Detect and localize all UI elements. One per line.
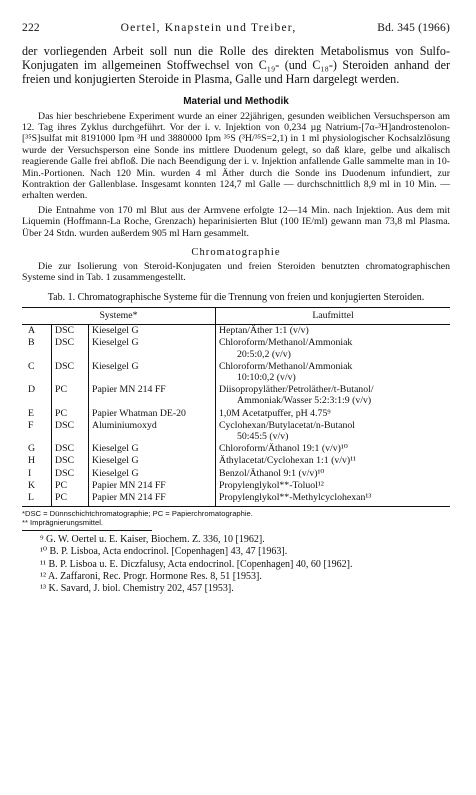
table-row — [22, 419, 450, 442]
solvent-line: 20:5:0,2 (v/v) — [237, 348, 291, 360]
methods-paragraph-2: Die Entnahme von 170 ml Blut aus der Armvene erfolgte 12—14 Min. nach Injektion. Aus dem mit Liquemin (Hoffmann-La Roche, Grenzach) heparinisierten Blut (100 IE/ml) gewann man 73,8 ml Plasma. Über 24 Stdn. wurden außerdem 905 ml Harn gesammelt. — [22, 204, 450, 239]
table-row — [22, 443, 450, 455]
table-footnote: *DSC = Dünnschichtchromatographie; PC = Papierchromatographie. — [22, 509, 253, 519]
method-cell: PC — [52, 479, 89, 491]
material-cell: Kieselgel G — [89, 337, 216, 360]
chromatography-table — [22, 307, 450, 507]
table-row — [22, 360, 450, 383]
chromatography-paragraph: Die zur Isolierung von Steroid-Konjugaten und freien Steroiden benutzten chromatographischen Systeme sind in Tab. 1 zusammengestellt. — [22, 261, 450, 284]
method-cell: PC — [52, 407, 89, 419]
solvent-cell — [216, 443, 451, 455]
solvent-line: Propylenglykol**-Methylcyclohexan¹³ — [219, 492, 372, 504]
header-laufmittel: Laufmittel — [216, 308, 451, 324]
solvent-cell — [216, 419, 451, 442]
volume-info: Bd. 345 (1966) — [377, 22, 450, 34]
table-footnote: ** Imprägnierungsmittel. — [22, 518, 104, 528]
system-id-cell: A — [22, 324, 52, 337]
footnote-divider — [22, 530, 152, 531]
solvent-cell — [216, 492, 451, 507]
reference-item: ¹⁰ B. P. Lisboa, Acta endocrinol. [Copenhagen] 43, 47 [1963]. — [40, 546, 288, 558]
method-cell: DSC — [52, 419, 89, 442]
table-row — [22, 407, 450, 419]
table-row — [22, 384, 450, 407]
system-id-cell: I — [22, 467, 52, 479]
reference-item: ¹¹ B. P. Lisboa u. E. Diczfalusy, Acta endocrinol. [Copenhagen] 40, 60 [1962]. — [40, 558, 353, 570]
solvent-cell — [216, 384, 451, 407]
system-id-cell: H — [22, 455, 52, 467]
method-cell: PC — [52, 384, 89, 407]
reference-item: ¹² A. Zaffaroni, Rec. Progr. Hormone Res. 8, 51 [1953]. — [40, 570, 262, 582]
material-cell: Papier MN 214 FF — [89, 384, 216, 407]
material-cell: Papier MN 214 FF — [89, 479, 216, 491]
table-row — [22, 467, 450, 479]
material-cell: Kieselgel G — [89, 467, 216, 479]
solvent-line: 1,0M Acetatpuffer, pH 4.75⁹ — [219, 407, 331, 419]
material-cell: Papier MN 214 FF — [89, 492, 216, 507]
method-cell: DSC — [52, 455, 89, 467]
solvent-cell — [216, 455, 451, 467]
material-cell: Kieselgel G — [89, 455, 216, 467]
table-row — [22, 324, 450, 337]
solvent-cell — [216, 479, 451, 491]
material-cell: Kieselgel G — [89, 443, 216, 455]
table-row — [22, 492, 450, 507]
system-id-cell: D — [22, 384, 52, 407]
lead-paragraph: der vorliegenden Arbeit soll nun die Rolle des direkten Metabolismus von Sulfo-Konjugaten im allgemeinen Stoffwechsel von C₁₉- (und C₁₈-) Steroiden anhand der freien und konjugierten Steroide in Plasma, Galle und Harn dargelegt werden. — [22, 44, 450, 87]
table-row — [22, 479, 450, 491]
table-caption: Tab. 1. Chromatographische Systeme für die Trennung von freien und konjugierten Steroiden. — [47, 291, 425, 303]
reference-item: ⁹ G. W. Oertel u. E. Kaiser, Biochem. Z. 336, 10 [1962]. — [40, 534, 265, 546]
solvent-line: Cyclohexan/Butylacetat/n-Butanol — [219, 419, 356, 431]
solvent-cell — [216, 407, 451, 419]
material-cell: Papier Whatman DE-20 — [89, 407, 216, 419]
solvent-line: Benzol/Äthanol 9:1 (v/v)¹⁰ — [219, 467, 325, 479]
section-title: Material und Methodik — [183, 95, 289, 107]
material-cell: Aluminiumoxyd — [89, 419, 216, 442]
reference-list — [22, 534, 450, 595]
system-id-cell: K — [22, 479, 52, 491]
table-row — [22, 337, 450, 360]
solvent-line: Chloroform/Methanol/Ammoniak — [219, 337, 353, 349]
solvent-cell — [216, 324, 451, 337]
subsection-title: Chromatographie — [191, 247, 281, 259]
table-body — [22, 324, 450, 507]
solvent-line: Chloroform/Methanol/Ammoniak — [219, 360, 353, 372]
method-cell: DSC — [52, 443, 89, 455]
solvent-line: Äthylacetat/Cyclohexan 1:1 (v/v)¹¹ — [219, 455, 357, 467]
method-cell: PC — [52, 492, 89, 507]
header-systeme: Systeme* — [22, 308, 216, 324]
system-id-cell: B — [22, 337, 52, 360]
system-id-cell: L — [22, 492, 52, 507]
solvent-line: Diisopropyläther/Petroläther/t-Butanol/ — [219, 384, 374, 396]
reference-item: ¹³ K. Savard, J. biol. Chemistry 202, 457 [1953]. — [40, 583, 234, 595]
running-title: Oertel, Knapstein und Treiber, — [120, 22, 297, 34]
system-id-cell: F — [22, 419, 52, 442]
solvent-cell — [216, 360, 451, 383]
running-header — [22, 22, 450, 34]
solvent-line: Chloroform/Äthanol 19:1 (v/v)¹⁰ — [219, 443, 348, 455]
solvent-line: Heptan/Äther 1:1 (v/v) — [219, 325, 309, 337]
method-cell: DSC — [52, 337, 89, 360]
table-footnotes — [22, 509, 450, 527]
solvent-line: Ammoniak/Wasser 5:2:3:1:9 (v/v) — [237, 395, 372, 407]
solvent-line: 50:45:5 (v/v) — [237, 431, 289, 443]
material-cell: Kieselgel G — [89, 360, 216, 383]
method-cell: DSC — [52, 360, 89, 383]
solvent-line: 10:10:0,2 (v/v) — [237, 372, 296, 383]
method-cell: DSC — [52, 324, 89, 337]
method-cell: DSC — [52, 467, 89, 479]
table-row — [22, 455, 450, 467]
solvent-cell — [216, 467, 451, 479]
system-id-cell: E — [22, 407, 52, 419]
material-cell: Kieselgel G — [89, 324, 216, 337]
page-number: 222 — [22, 22, 40, 34]
solvent-cell — [216, 337, 451, 360]
solvent-line: Propylenglykol**-Toluol¹² — [219, 479, 324, 491]
system-id-cell: C — [22, 360, 52, 383]
table-header-row — [22, 308, 450, 324]
methods-paragraph-1: Das hier beschriebene Experiment wurde an einer 22jährigen, gesunden weiblichen Versuchsperson am 12. Tag ihres Zyklus durchgeführt. Vor der i. v. Injektion von 0,234 µg Natrium-[7α-³H]androstenolon-[³⁵S]sulfat mit 8191000 Ipm ³H und 3880000 Ipm ³⁵S (³H/³⁵S=2,1) in 1 ml physiologischer Kochsalzlösung wurde der Versuchsperson eine Sonde ins mittlere Duodenum gelegt, so daß klare, gelbe und alkalisch reagierende Galle frei abfloß. Die nach Beendigung der i. v. Injektion anfallende Galle sammelte man in 10-Min.-Portionen. Nach 120 Min. wurden 4 ml Äther durch die Sonde ins Duodenum infundiert, zur Kontraktion der Gallenblase. Insgesamt konnten 124,7 ml Galle — durchschnittlich 8,9 ml in 10 Min. — erhalten werden. — [22, 110, 450, 202]
system-id-cell: G — [22, 443, 52, 455]
